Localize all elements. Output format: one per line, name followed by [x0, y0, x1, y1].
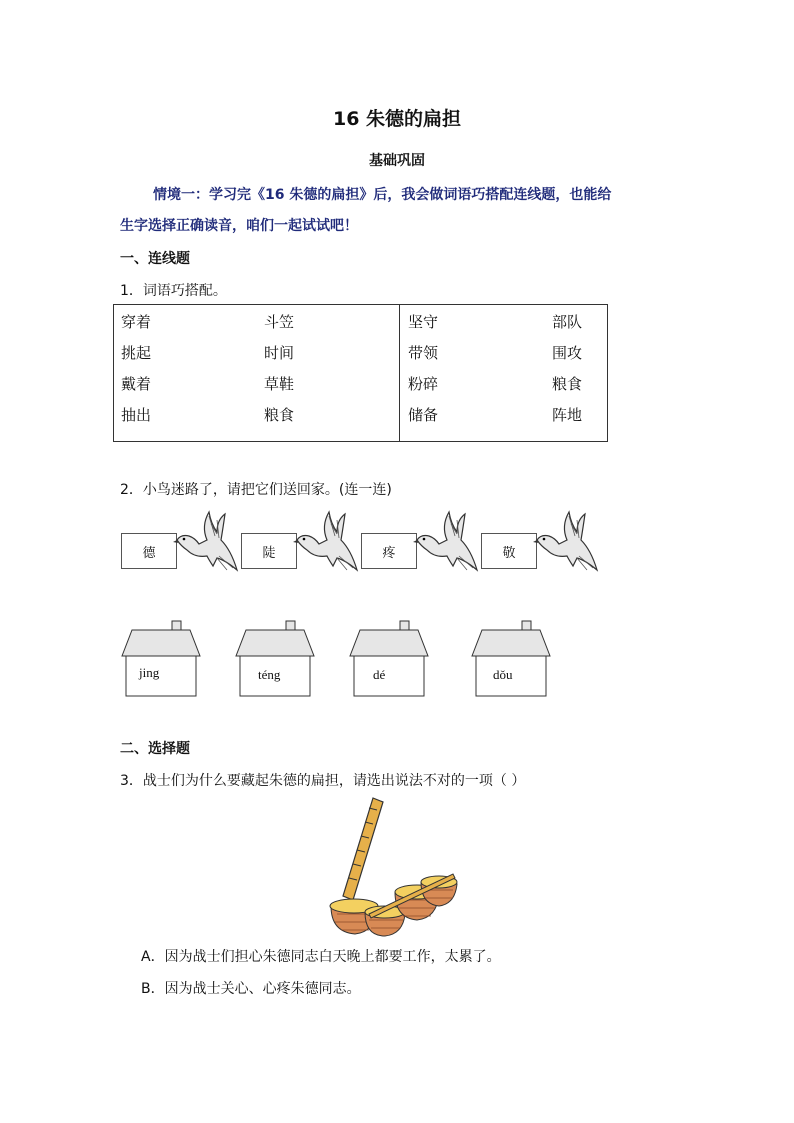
- word[interactable]: 挑起: [121, 344, 152, 362]
- word[interactable]: 抽出: [121, 406, 152, 424]
- shoulder-pole-illustration: [325, 796, 460, 938]
- bird-character-box[interactable]: 敬: [481, 533, 537, 569]
- intro-line-1: 情境一：学习完《16 朱德的扁担》后，我会做词语巧搭配连线题，也能给: [153, 187, 612, 203]
- word[interactable]: 戴着: [121, 375, 152, 393]
- word[interactable]: 斗笠: [264, 313, 295, 331]
- option-b[interactable]: B．因为战士关心、心疼朱德同志。: [141, 981, 361, 997]
- question-1: 1．词语巧搭配。: [120, 283, 227, 299]
- right-column-a: [408, 311, 552, 435]
- page-title: 16 朱德的扁担: [332, 108, 462, 130]
- bird-character-box[interactable]: 陡: [241, 533, 297, 569]
- house-icon[interactable]: [234, 620, 316, 700]
- house-pinyin-label: dé: [373, 667, 386, 682]
- left-panel: [114, 305, 400, 442]
- section-heading-choice: 二、选择题: [120, 741, 190, 757]
- word[interactable]: 部队: [552, 313, 583, 331]
- left-column-b: [264, 311, 294, 435]
- word[interactable]: 粮食: [552, 375, 583, 393]
- house-icon[interactable]: [348, 620, 430, 700]
- page-subtitle: 基础巩固: [369, 153, 425, 169]
- bird-icon: [173, 510, 241, 578]
- intro-line-2: 生字选择正确读音，咱们一起试试吧！: [120, 218, 358, 234]
- word[interactable]: 草鞋: [264, 375, 295, 393]
- house-pinyin-label: téng: [258, 667, 281, 682]
- question-3: 3．战士们为什么要藏起朱德的扁担，请选出说法不对的一项（ ）: [120, 773, 526, 789]
- word[interactable]: 时间: [264, 344, 295, 362]
- bird-character-box[interactable]: 德: [121, 533, 177, 569]
- house-pinyin-label: jing: [139, 665, 160, 680]
- house-pinyin-label: dǒu: [493, 667, 513, 682]
- word[interactable]: 穿着: [121, 313, 152, 331]
- right-column-b: [552, 311, 582, 435]
- bird-icon: [413, 510, 481, 578]
- word[interactable]: 阵地: [552, 406, 583, 424]
- bird-icon: [533, 510, 601, 578]
- word[interactable]: 围攻: [552, 344, 583, 362]
- word[interactable]: 粉碎: [408, 375, 439, 393]
- question-2: 2．小鸟迷路了，请把它们送回家。(连一连): [120, 482, 392, 498]
- word[interactable]: 带领: [408, 344, 439, 362]
- house-icon[interactable]: [120, 620, 202, 700]
- word-matching-table: [113, 304, 608, 442]
- word[interactable]: 坚守: [408, 313, 439, 331]
- word[interactable]: 粮食: [264, 406, 295, 424]
- section-heading-matching: 一、连线题: [120, 251, 190, 267]
- bird-character-box[interactable]: 疼: [361, 533, 417, 569]
- house-icon[interactable]: [470, 620, 552, 700]
- intro-paragraph: [120, 180, 680, 242]
- left-column-a: [121, 311, 264, 435]
- right-panel: [400, 305, 608, 442]
- word[interactable]: 储备: [408, 406, 439, 424]
- bird-icon: [293, 510, 361, 578]
- option-a[interactable]: A．因为战士们担心朱德同志白天晚上都要工作，太累了。: [141, 949, 501, 965]
